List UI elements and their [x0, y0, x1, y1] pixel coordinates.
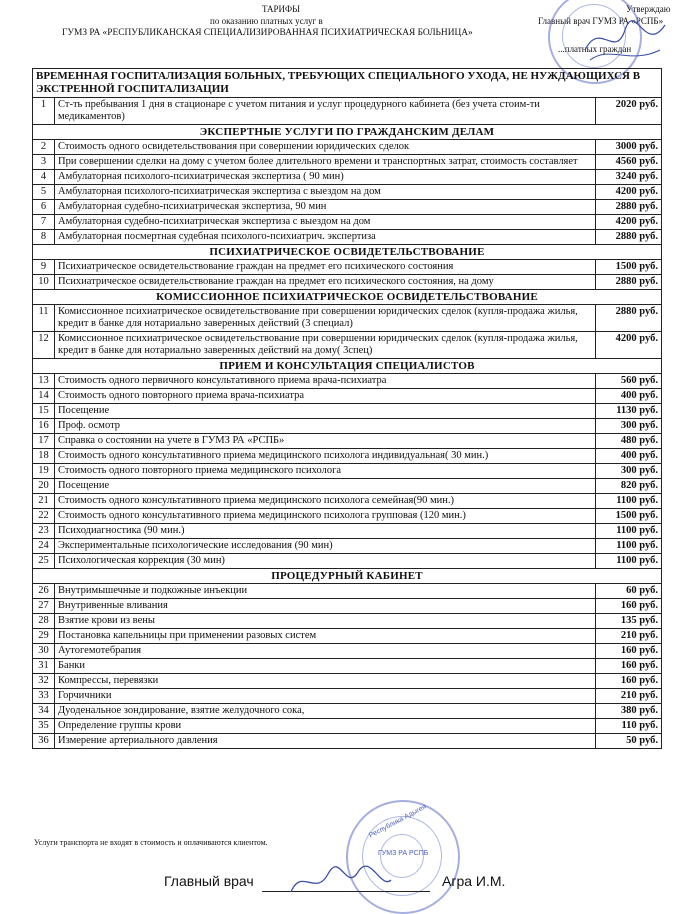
service-name: Аутогемотебрапия — [55, 644, 596, 659]
service-name: Психодиагностика (90 мин.) — [55, 524, 596, 539]
service-price: 400 руб. — [595, 389, 661, 404]
row-number: 5 — [33, 185, 55, 200]
service-name: Банки — [55, 659, 596, 674]
service-price: 1130 руб. — [595, 404, 661, 419]
service-price: 380 руб. — [595, 704, 661, 719]
service-price: 300 руб. — [595, 419, 661, 434]
table-row — [33, 155, 662, 170]
table-row — [33, 524, 662, 539]
service-name: Дуоденальное зондирование, взятие желудочного сока, — [55, 704, 596, 719]
service-name: Горчичники — [55, 689, 596, 704]
service-name: Стоимость одного первичного консультативного приема врача-психиатра — [55, 374, 596, 389]
row-number: 13 — [33, 374, 55, 389]
service-price: 1500 руб. — [595, 509, 661, 524]
service-price: 820 руб. — [595, 479, 661, 494]
table-row — [33, 275, 662, 290]
service-name: При совершении сделки на дому с учетом более длительного времени и транспортных затрат, стоимость составляет — [55, 155, 596, 170]
table-row — [33, 98, 662, 125]
service-name: Ст-ть пребывания 1 дня в стационаре с учетом питания и услуг процедурного кабинета (без учета стоим-ти медикаментов) — [55, 98, 596, 125]
table-row — [33, 674, 662, 689]
section-row — [33, 569, 662, 584]
service-name: Стоимость одного консультативного приема медицинского психолога групповая (120 мин.) — [55, 509, 596, 524]
service-price: 300 руб. — [595, 464, 661, 479]
service-price: 400 руб. — [595, 449, 661, 464]
approve-note: ...платных граждан — [558, 44, 632, 54]
service-price: 160 руб. — [595, 644, 661, 659]
row-number: 4 — [33, 170, 55, 185]
table-row — [33, 140, 662, 155]
service-price: 1100 руб. — [595, 554, 661, 569]
section-row — [33, 125, 662, 140]
table-row — [33, 734, 662, 749]
section-title: ВРЕМЕННАЯ ГОСПИТАЛИЗАЦИЯ БОЛЬНЫХ, ТРЕБУЮЩИХ СПЕЦИАЛЬНОГО УХОДА, НЕ НУЖДАЮЩИХСЯ В ЭКСТРЕННОЙ ГОСПИТАЛИЗАЦИИ — [33, 69, 662, 98]
table-row — [33, 479, 662, 494]
service-price: 160 руб. — [595, 599, 661, 614]
service-price: 480 руб. — [595, 434, 661, 449]
signature-bottom — [286, 862, 396, 902]
table-row — [33, 644, 662, 659]
row-number: 23 — [33, 524, 55, 539]
service-price: 2880 руб. — [595, 200, 661, 215]
row-number: 21 — [33, 494, 55, 509]
row-number: 19 — [33, 464, 55, 479]
table-row — [33, 464, 662, 479]
row-number: 12 — [33, 332, 55, 359]
service-price: 50 руб. — [595, 734, 661, 749]
row-number: 16 — [33, 419, 55, 434]
row-number: 32 — [33, 674, 55, 689]
service-name: Амбулаторная судебно-психиатрическая экспертиза с выездом на дом — [55, 215, 596, 230]
row-number: 27 — [33, 599, 55, 614]
service-name: Компрессы, перевязки — [55, 674, 596, 689]
table-row — [33, 599, 662, 614]
service-name: Стоимость одного консультативного приема медицинского психолога семейная(90 мин.) — [55, 494, 596, 509]
service-price: 4200 руб. — [595, 332, 661, 359]
service-price: 1100 руб. — [595, 494, 661, 509]
row-number: 25 — [33, 554, 55, 569]
doc-subtitle: по оказанию платных услуг в — [210, 16, 323, 26]
row-number: 28 — [33, 614, 55, 629]
section-row — [33, 290, 662, 305]
service-price: 135 руб. — [595, 614, 661, 629]
table-row — [33, 704, 662, 719]
service-name: Стоимость одного повторного приема медицинского психолога — [55, 464, 596, 479]
footer-note: Услуги транспорта не входят в стоимость и оплачиваются клиентом. — [34, 838, 268, 847]
table-row — [33, 332, 662, 359]
service-name: Стоимость одного повторного приема врача-психиатра — [55, 389, 596, 404]
service-price: 110 руб. — [595, 719, 661, 734]
table-row — [33, 419, 662, 434]
service-name: Взятие крови из вены — [55, 614, 596, 629]
service-name: Амбулаторная судебно-психиатрическая экспертиза, 90 мин — [55, 200, 596, 215]
row-number: 17 — [33, 434, 55, 449]
org-name: ГУМЗ РА «РЕСПУБЛИКАНСКАЯ СПЕЦИАЛИЗИРОВАННАЯ ПСИХИАТРИЧЕСКАЯ БОЛЬНИЦА» — [62, 28, 473, 38]
service-price: 4560 руб. — [595, 155, 661, 170]
table-row — [33, 554, 662, 569]
signature-top — [580, 10, 670, 70]
row-number: 22 — [33, 509, 55, 524]
service-price: 3240 руб. — [595, 170, 661, 185]
service-price: 560 руб. — [595, 374, 661, 389]
service-name: Справка о состоянии на учете в ГУМЗ РА «РСПБ» — [55, 434, 596, 449]
service-price: 210 руб. — [595, 689, 661, 704]
service-price: 4200 руб. — [595, 215, 661, 230]
row-number: 26 — [33, 584, 55, 599]
row-number: 20 — [33, 479, 55, 494]
row-number: 11 — [33, 305, 55, 332]
table-row — [33, 629, 662, 644]
row-number: 29 — [33, 629, 55, 644]
service-price: 160 руб. — [595, 674, 661, 689]
section-row — [33, 359, 662, 374]
service-name: Проф. осмотр — [55, 419, 596, 434]
service-name: Стоимость одного освидетельствования при совершении юридических сделок — [55, 140, 596, 155]
service-name: Психиатрическое освидетельствование граждан на предмет его психического состояния, на дому — [55, 275, 596, 290]
table-row — [33, 404, 662, 419]
table-row — [33, 719, 662, 734]
service-price: 2880 руб. — [595, 305, 661, 332]
service-name: Амбулаторная психолого-психиатрическая экспертиза ( 90 мин) — [55, 170, 596, 185]
service-name: Комиссионное психиатрическое освидетельствование при совершении юридических сделок (купля-продажа жилья, кредит в банке для нотариально заверенных действий (3 специал) — [55, 305, 596, 332]
row-number: 6 — [33, 200, 55, 215]
table-row — [33, 230, 662, 245]
table-row — [33, 689, 662, 704]
row-number: 34 — [33, 704, 55, 719]
table-row — [33, 434, 662, 449]
section-row — [33, 69, 662, 98]
service-name: Внутривенные вливания — [55, 599, 596, 614]
table-row — [33, 200, 662, 215]
section-row — [33, 245, 662, 260]
service-name: Психологическая коррекция (30 мин) — [55, 554, 596, 569]
service-name: Стоимость одного консультативного приема медицинского психолога индивидуальная( 30 мин.) — [55, 449, 596, 464]
row-number: 14 — [33, 389, 55, 404]
service-name: Амбулаторная психолого-психиатрическая экспертиза с выездом на дом — [55, 185, 596, 200]
service-name: Внутримышечные и подкожные инъекции — [55, 584, 596, 599]
table-row — [33, 170, 662, 185]
table-row — [33, 584, 662, 599]
row-number: 3 — [33, 155, 55, 170]
service-price: 210 руб. — [595, 629, 661, 644]
stamp-text-mid: ГУМЗ РА РСПБ — [378, 850, 429, 857]
section-title: ПСИХИАТРИЧЕСКОЕ ОСВИДЕТЕЛЬСТВОВАНИЕ — [33, 245, 662, 260]
chief-name: Агра И.М. — [442, 873, 506, 889]
row-number: 33 — [33, 689, 55, 704]
table-row — [33, 185, 662, 200]
row-number: 2 — [33, 140, 55, 155]
table-row — [33, 389, 662, 404]
row-number: 7 — [33, 215, 55, 230]
service-price: 2880 руб. — [595, 230, 661, 245]
row-number: 18 — [33, 449, 55, 464]
row-number: 31 — [33, 659, 55, 674]
row-number: 8 — [33, 230, 55, 245]
table-row — [33, 260, 662, 275]
service-name: Экспериментальные психологические исследования (90 мин) — [55, 539, 596, 554]
service-price: 2880 руб. — [595, 275, 661, 290]
row-number: 15 — [33, 404, 55, 419]
row-number: 10 — [33, 275, 55, 290]
table-row — [33, 494, 662, 509]
approve-word: Утверждаю — [626, 4, 671, 14]
row-number: 30 — [33, 644, 55, 659]
chief-label: Главный врач — [164, 873, 254, 889]
row-number: 24 — [33, 539, 55, 554]
table-row — [33, 659, 662, 674]
table-row — [33, 305, 662, 332]
service-price: 60 руб. — [595, 584, 661, 599]
service-name: Измерение артериального давления — [55, 734, 596, 749]
service-price: 160 руб. — [595, 659, 661, 674]
doc-title: ТАРИФЫ — [262, 4, 301, 14]
section-title: КОМИССИОННОЕ ПСИХИАТРИЧЕСКОЕ ОСВИДЕТЕЛЬСТВОВАНИЕ — [33, 290, 662, 305]
section-title: ПРОЦЕДУРНЫЙ КАБИНЕТ — [33, 569, 662, 584]
row-number: 9 — [33, 260, 55, 275]
service-price: 2020 руб. — [595, 98, 661, 125]
service-price: 1100 руб. — [595, 539, 661, 554]
table-row — [33, 509, 662, 524]
stamp-text: Республика Адыгея — [368, 803, 428, 840]
service-price: 1100 руб. — [595, 524, 661, 539]
service-price: 3000 руб. — [595, 140, 661, 155]
section-title: ПРИЕМ И КОНСУЛЬТАЦИЯ СПЕЦИАЛИСТОВ — [33, 359, 662, 374]
service-name: Комиссионное психиатрическое освидетельствование при совершении юридических сделок (купля-продажа жилья, кредит в банке для нотариально заверенных действий на дому( 3спец) — [55, 332, 596, 359]
table-row — [33, 539, 662, 554]
tariff-table — [32, 68, 662, 749]
table-row — [33, 449, 662, 464]
service-name: Психиатрическое освидетельствование граждан на предмет его психического состояния — [55, 260, 596, 275]
row-number: 1 — [33, 98, 55, 125]
service-name: Амбулаторная посмертная судебная психолого-психиатрич. экспертиза — [55, 230, 596, 245]
service-name: Постановка капельницы при применении разовых систем — [55, 629, 596, 644]
section-title: ЭКСПЕРТНЫЕ УСЛУГИ ПО ГРАЖДАНСКИМ ДЕЛАМ — [33, 125, 662, 140]
service-price: 1500 руб. — [595, 260, 661, 275]
service-name: Посещение — [55, 404, 596, 419]
approver: Главный врач ГУМЗ РА «РСПБ» — [538, 16, 664, 26]
row-number: 35 — [33, 719, 55, 734]
service-price: 4200 руб. — [595, 185, 661, 200]
table-row — [33, 215, 662, 230]
service-name: Определение группы крови — [55, 719, 596, 734]
row-number: 36 — [33, 734, 55, 749]
service-name: Посещение — [55, 479, 596, 494]
table-row — [33, 614, 662, 629]
table-row — [33, 374, 662, 389]
